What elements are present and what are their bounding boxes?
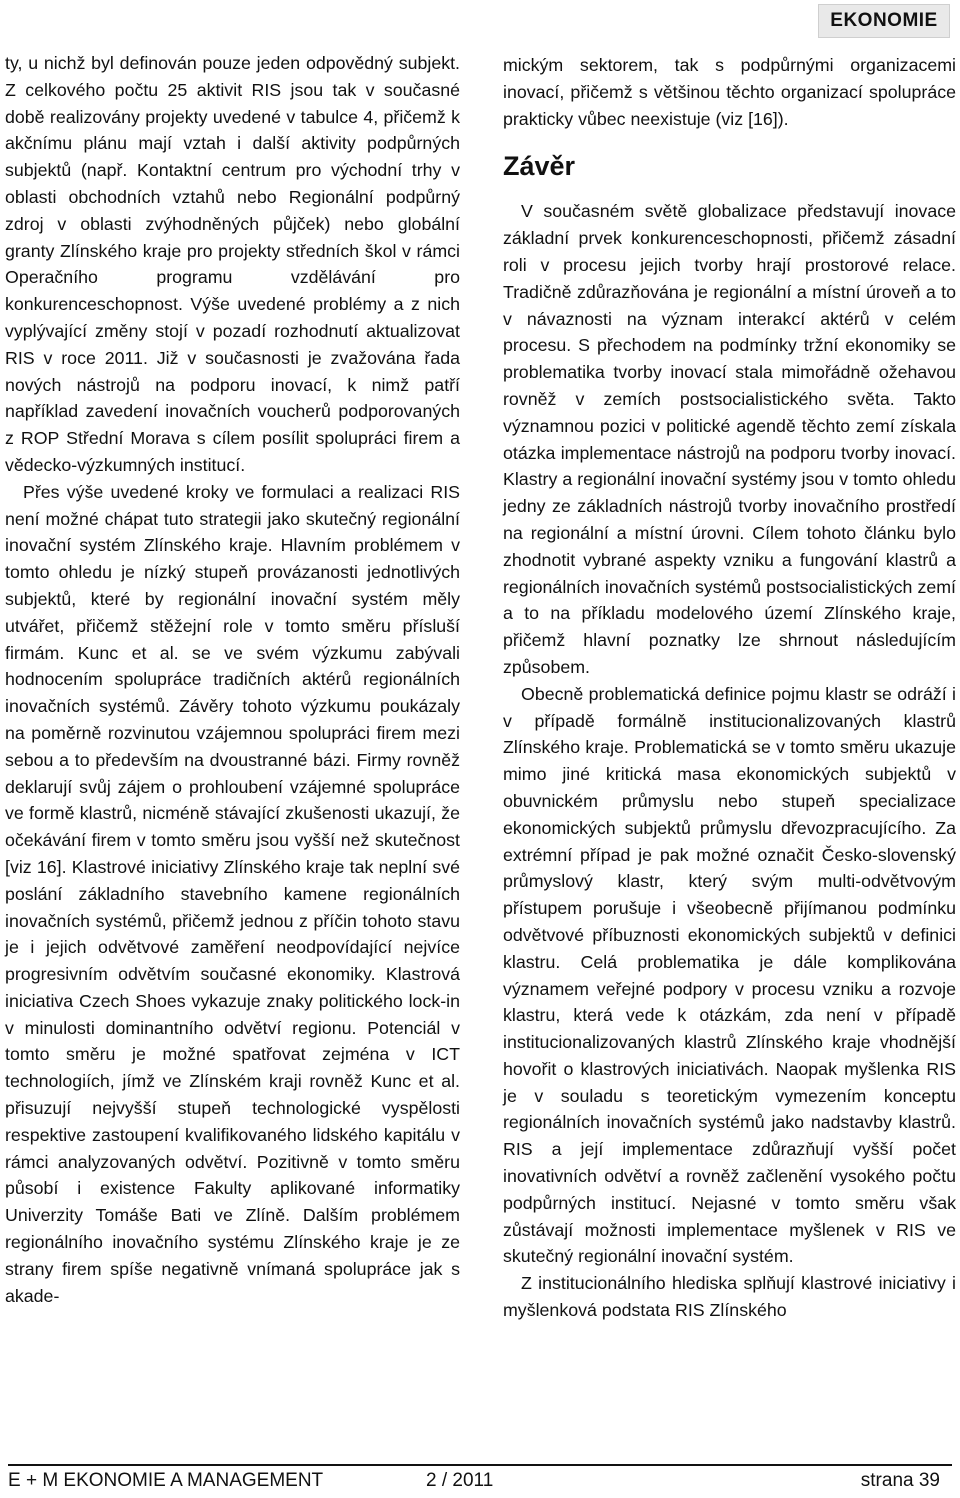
left-column [5, 50, 460, 1309]
body-paragraph: V současném světě globalizace představují inovace základní prvek konkurenceschopnosti, přičemž zásadní roli v procesu jejich tvorby hrají prostorové relace. Tradičně zdůrazňována je regionální a místní úroveň a to v návaznosti na význam interakcí aktérů v celém procesu. S přechodem na podmínky tržní ekonomiky se problematika tvorby inovací stala mimořádně ožehavou rovněž v zemích postsocialistického světa. Takto významnou pozici v politické agendě těchto zemí získala otázka implementace nástrojů na podporu tvorby inovací. Klastry a regionální inovační systémy jsou v tomto ohledu jedny ze základních nástrojů tvorby inovačního prostředí na regionální a místní úrovni. Cílem tohoto článku bylo zhodnotit vybrané aspekty vzniku a fungování klastrů a regionálních inovačních systémů postsocialistických zemí a to na příkladu modelového území Zlínského kraje, přičemž hlavní poznatky lze shrnout následujícím způsobem. [503, 201, 956, 677]
right-column [503, 52, 956, 1324]
journal-title: E + M EKONOMIE A MANAGEMENT [8, 1470, 324, 1491]
issue-number: 2 / 2011 [426, 1470, 494, 1491]
section-heading: Závěr [503, 151, 576, 182]
page-number: strana 39 [860, 1470, 940, 1491]
body-paragraph: Z institucionálního hlediska splňují klastrové iniciativy i myšlenková podstata RIS Zlínského [503, 1273, 956, 1321]
body-paragraph: Přes výše uvedené kroky ve formulaci a realizaci RIS není možné chápat tuto strategii jako skutečný regionální inovační systém Zlínského kraje. Hlavním problémem v tomto ohledu je nízký stupeň provázanosti jednotlivých subjektů, které by regionální inovační systém měly utvářet, přičemž stěžejní role v tomto směru přísluší firmám. Kunc et al. se ve svém výzkumu zabývali hodnocením spolupráce tradičních aktérů regionálních inovačních systémů. Závěry tohoto výzkumu poukázaly na poměrně rozvinutou vzájemnou spolupráci firem mezi sebou a to především na dvoustranné bázi. Firmy rovněž deklarují svůj zájem o prohloubení vzájemné spolupráce ve formě klastrů, nicméně stávající zkušenosti ukazují, že očekávání firem v tomto směru jsou vyšší než skutečnost [viz 16]. Klastrové iniciativy Zlínského kraje tak neplní své poslání základního stavebního kamene regionálních inovačních systémů, přičemž jednou z příčin tohoto stavu je i jejich odvětvové zaměření neodpovídající nejvíce progresivním odvětvím současné ekonomiky. Klastrová iniciativa Czech Shoes vykazuje znaky politického lock-in v minulosti dominantního odvětví regionu. Potenciál v tomto směru je možné spatřovat zejména v ICT technologiích, jímž ve Zlínském kraji rovněž Kunc et al. přisuzují nejvyšší stupeň technologické vyspělosti respektive zastoupení kvalifikovaného lidského kapitálu v rámci analyzovaných odvětví. Pozitivně v tomto směru působí i existence Fakulty aplikované informatiky Univerzity Tomáše Bati ve Zlíně. Dalším problémem regionálního inovačního systému Zlínského kraje je ze strany firem spíše negativně vnímaná spolupráce jak s akade- [5, 481, 460, 1306]
page-footer [8, 1464, 952, 1496]
body-paragraph: Obecně problematická definice pojmu klastr se odráží i v případě formálně institucionalizovaných klastrů Zlínského kraje. Problematická se v tomto směru ukazuje mimo jiné kritická masa ekonomických subjektů v obuvnickém průmyslu nebo stupeň specializace ekonomických subjektů průmyslu dřevozpracujícího. Za extrémní případ je pak možné označit Česko-slovenský průmyslový klastr, který svým multi-odvětvovým přístupem porušuje i všeobecně přijímanou podmínku odvětvové příbuznosti ekonomických subjektů v definici klastru. Celá problematika je dále komplikována významem veřejné podpory v procesu vzniku a rozvoje klastru, která vede k otázkám, zda není v případě institucionalizovaných klastrů Zlínského kraje vhodnější hovořit o klastrových iniciativách. Naopak myšlenka RIS je v souladu s teoretickým vymezením konceptu regionálních inovačních systémů jako nadstavby klastrů. RIS a její implementace zdůrazňují vyšší počet inovativních odvětví a rovněž začlenění vysokého počtu podpůrných institucí. Nejasné v tomto směru však zůstávají možnosti implementace myšlenek v RIS ve skutečný regionální inovační systém. [503, 683, 956, 1267]
body-paragraph: ty, u nichž byl definován pouze jeden odpovědný subjekt. Z celkového počtu 25 aktivit RIS jsou tak v současné době realizovány projekty uvedené v tabulce 4, přičemž k akčnímu plánu mají vztah i další aktivity podpůrných subjektů (např. Kontaktní centrum pro východní trhy v oblasti obchodních vztahů nebo Regionální podpůrný zdroj v oblasti zvýhodněných půjček) nebo globální granty Zlínského kraje pro projekty středních škol v rámci Operačního programu vzdělávání pro konkurenceschopnost. Výše uvedené problémy a z nich vyplývající změny stojí v pozadí rozhodnutí aktualizovat RIS v roce 2011. Již v současnosti je zvažována řada nových nástrojů na podporu inovací, k nimž patří například zavedení inovačních voucherů podporovaných z ROP Střední Morava s cílem posílit spolupráci firem a vědecko-výzkumných institucí. [5, 53, 460, 475]
section-label: EKONOMIE [818, 4, 950, 38]
body-paragraph: mickým sektorem, tak s podpůrnými organizacemi inovací, přičemž s většinou těchto organizací spolupráce prakticky vůbec neexistuje (viz [16]). [503, 55, 956, 129]
